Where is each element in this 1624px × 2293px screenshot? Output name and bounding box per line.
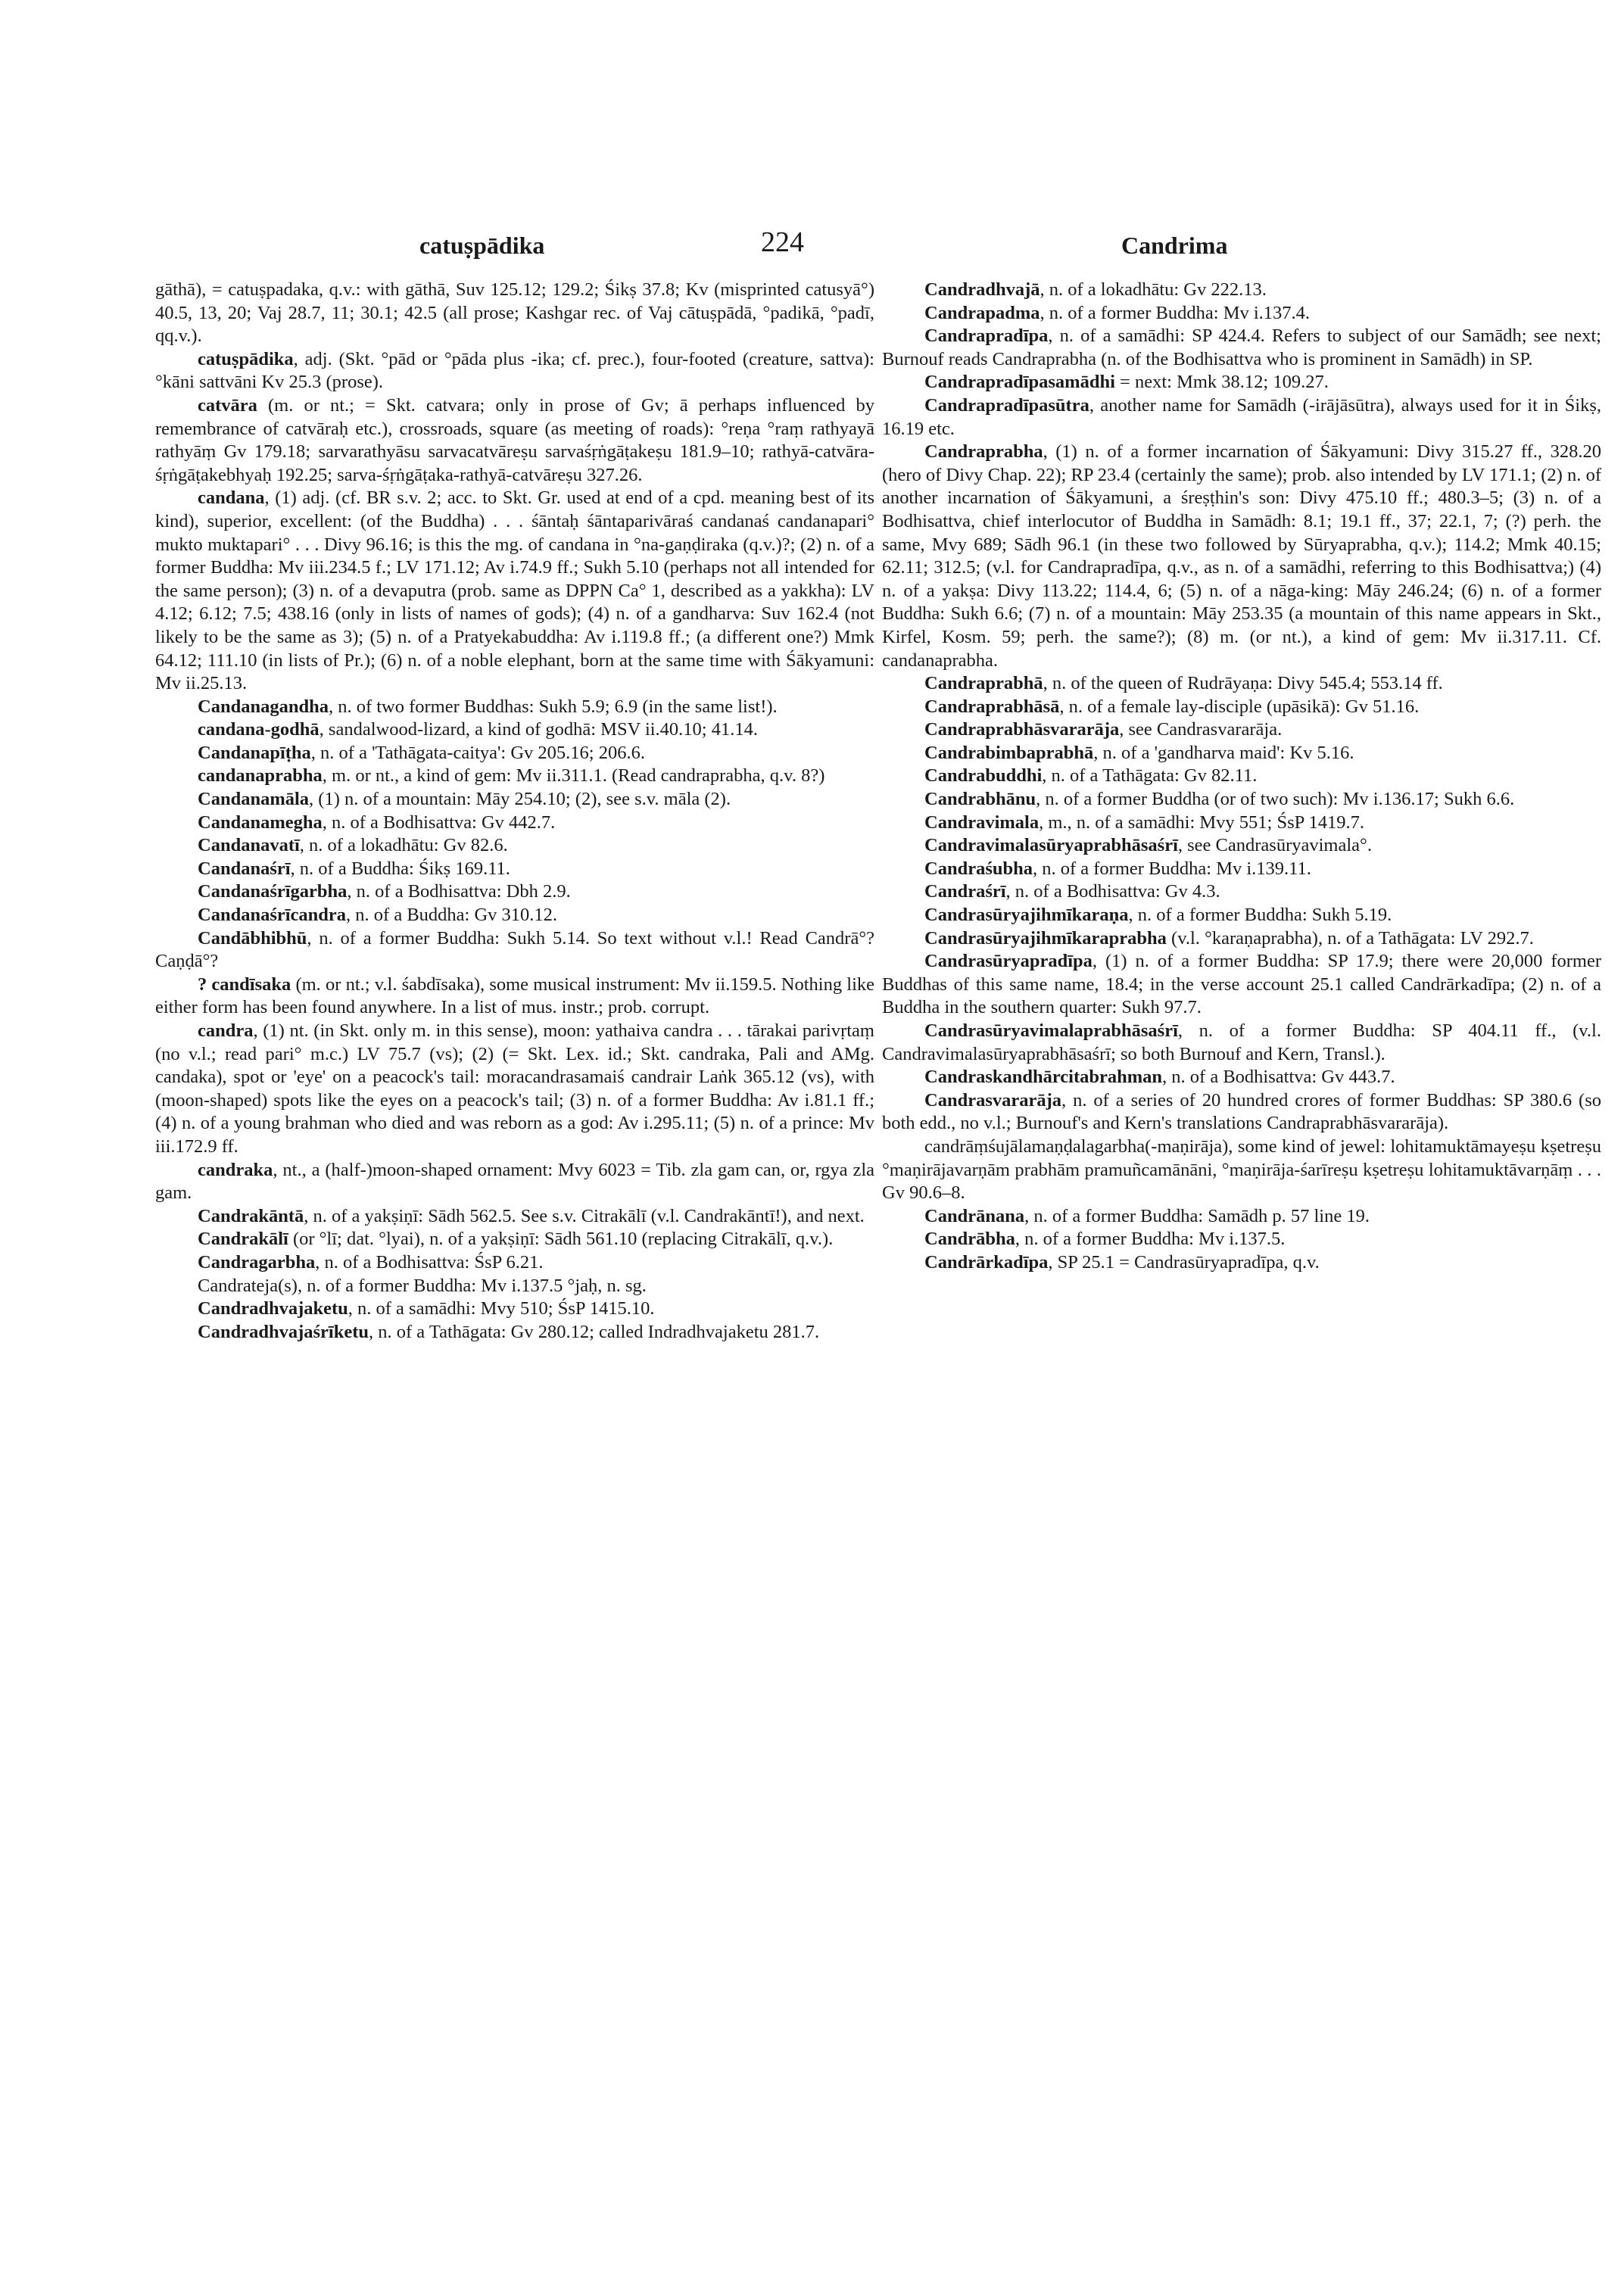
entry: Candraśrī, n. of a Bodhisattva: Gv 4.3.	[924, 881, 1220, 902]
entry: Candragarbha, n. of a Bodhisattva: ŚsP 6.21.	[198, 1251, 544, 1273]
entry: Candraprabha, (1) n. of a former incarnation of Śākyamuni: Divy 315.27 ff., 328.20 (hero of Divy Chap. 22); RP 23.4 (certainly the same); prob. also intended by LV 171.1; (2) n. of another incarnation of Śākyamuni, a śreṣṭhin's son: Divy 475.10 ff.; 480.3–5; (3) n. of a Bodhisattva, chief interlocutor of Buddha in Samādh: 8.1; 19.1 ff., 37; 22.1, 7; (?) perh. the same, Mvy 689; Sādh 96.1 (in these two followed by Sūryaprabha, q.v.); 114.2; Mmk 40.15; 62.11; 312.5; (v.l. for Candrapradīpa, q.v., as n. of a samādhi, referring to this Bodhisattva;) (4) n. of a yakṣa: Divy 113.22; 114.4, 6; (5) n. of a nāga-king: Māy 246.24; (6) n. of a former Buddha: Sukh 6.6; (7) n. of a mountain: Māy 253.35 (a mountain of this name appears in Skt., Kirfel, Kosm. 59; perh. the same?); (8) m. (or nt.), a kind of gem: Mv ii.317.11. Cf. candanaprabha.	[882, 441, 1601, 671]
entry: candanaprabha, m. or nt., a kind of gem: Mv ii.311.1. (Read candraprabha, q.v. 8?)	[198, 765, 825, 787]
entry: catvāra (m. or nt.; = Skt. catvara; only in prose of Gv; ā perhaps influenced by remembrance of catvāraḥ etc.), crossroads, square (as meeting of roads): °reṇa °raṃ rathyayā rathyāṃ Gv 179.18; sarvarathyāsu sarvacatvāreṣu sarvaśṛṅgāṭakeṣu 181.9–10; rathyā-catvāra-śṛṅgāṭakebhyaḥ 192.25; sarva-śṛṅgāṭaka-rathyā-catvāreṣu 327.26.	[155, 394, 874, 485]
entry: Candradhvajaśrīketu, n. of a Tathāgata: Gv 280.12; called Indradhvajaketu 281.7.	[198, 1321, 820, 1342]
entry: Candrapradīpa, n. of a samādhi: SP 424.4. Refers to subject of our Samādh; see next; Burnouf reads Candraprabha (n. of the Bodhisattva who is prominent in Samādh) in SP.	[882, 326, 1601, 369]
entry: Candrasūryavimalaprabhāsaśrī, n. of a former Buddha: SP 404.11 ff., (v.l. Candravimalasūryaprabhāsaśrī; so both Burnouf and Kern, Transl.).	[882, 1020, 1601, 1064]
entry: Candravimalasūryaprabhāsaśrī, see Candrasūryavimala°.	[924, 835, 1372, 856]
entry: candra, (1) nt. (in Skt. only m. in this sense), moon: yathaiva candra . . . tārakai parivṛtaṃ (no v.l.; read pari° m.c.) LV 75.7 (vs); (2) (= Skt. Lex. id.; Skt. candraka, Pali and AMg. candaka), spot or 'eye' on a peacock's tail: moracandrasamaiś candrair Laṅk 365.12 (vs), with (moon-shaped) spots like the eyes on a peacock's tail; (3) n. of a former Buddha: Av i.81.1 ff.; (4) n. of a young brahman who died and was reborn as a god: Av i.295.11; (5) n. of a prince: Mv iii.172.9 ff.	[155, 1020, 874, 1157]
entry: Candrasvararāja, n. of a series of 20 hundred crores of former Buddhas: SP 380.6 (so both edd., no v.l.; Burnouf's and Kern's translations Candraprabhāsvararāja).	[882, 1089, 1601, 1134]
entry: Candrānana, n. of a former Buddha: Samādh p. 57 line 19.	[924, 1205, 1370, 1226]
entry: candana-godhā, sandalwood-lizard, a kind of godhā: MSV ii.40.10; 41.14.	[198, 719, 758, 740]
entry: candraka, nt., a (half-)moon-shaped ornament: Mvy 6023 = Tib. zla gam can, or, rgya zla gam.	[155, 1159, 874, 1204]
entry: Candrapradīpasamādhi = next: Mmk 38.12; 109.27.	[924, 372, 1329, 393]
entry: Candanaśrī, n. of a Buddha: Śikṣ 169.11.	[198, 858, 510, 879]
page-number: 224	[761, 226, 804, 258]
entry: Candrakālī (or °lī; dat. °lyai), n. of a yakṣiṇī: Sādh 561.10 (replacing Citrakālī, q.v.).	[198, 1229, 834, 1250]
entry: Candrabuddhi, n. of a Tathāgata: Gv 82.11.	[924, 765, 1258, 787]
entry: Candrābha, n. of a former Buddha: Mv i.137.5.	[924, 1229, 1286, 1250]
right-column	[882, 279, 1601, 1275]
entry: Candravimala, m., n. of a samādhi: Mvy 551; ŚsP 1419.7.	[924, 812, 1364, 833]
entry: Candanaśrīgarbha, n. of a Bodhisattva: Dbh 2.9.	[198, 881, 571, 902]
entry: Candanapīṭha, n. of a 'Tathāgata-caitya': Gv 205.16; 206.6.	[198, 742, 645, 763]
entry: Candanavatī, n. of a lokadhātu: Gv 82.6.	[198, 835, 508, 856]
entry: Candrapradīpasūtra, another name for Samādh (-irājāsūtra), always used for it in Śikṣ, 16.19 etc.	[882, 394, 1601, 439]
entry: ? candīsaka (m. or nt.; v.l. śabdīsaka), some musical instrument: Mv ii.159.5. Nothing like either form has been found anywhere. In a list of mus. instr.; prob. corrupt.	[155, 974, 875, 1018]
entry: Candanagandha, n. of two former Buddhas: Sukh 5.9; 6.9 (in the same list!).	[198, 696, 778, 717]
entry: Candraprabhāsvararāja, see Candrasvararāja.	[924, 719, 1283, 740]
entry: Candrasūryajihmīkaraṇa, n. of a former Buddha: Sukh 5.19.	[924, 905, 1392, 926]
entry: Candrateja(s), n. of a former Buddha: Mv i.137.5 °jaḥ, n. sg.	[198, 1275, 647, 1296]
running-head-right: Candrima	[1121, 232, 1228, 259]
entry: Candrapadma, n. of a former Buddha: Mv i.137.4.	[924, 302, 1311, 323]
entry: candrāṃśujālamaṇḍalagarbha(-maṇirāja), some kind of jewel: lohitamuktāmayeṣu kṣetreṣu °maṇirājavarṇām prabhām pramuñcamānāni, °maṇirāja-śarīreṣu kṣetreṣu lohitamuktāvarṇāṃ . . . Gv 90.6–8.	[882, 1136, 1601, 1204]
left-column	[155, 279, 874, 1344]
entry: Candraśubha, n. of a former Buddha: Mv i.139.11.	[924, 858, 1311, 879]
entry: candana, (1) adj. (cf. BR s.v. 2; acc. to Skt. Gr. used at end of a cpd. meaning best of its kind), superior, excellent: (of the Buddha) . . . śāntaḥ śāntaparivāraś candanaś candanapari° mukto muktapari° . . . Divy 96.16; is this the mg. of candana in °na-gaṇḍiraka (q.v.)?; (2) n. of a former Buddha: Mv iii.234.5 f.; LV 171.12; Av i.74.9 ff.; Sukh 5.10 (perhaps not all intended for the same person); (3) n. of a devaputra (prob. same as DPPN Ca° 1, described as a yakkha): LV 4.12; 6.12; 7.5; 438.16 (only in lists of names of gods); (4) n. of a gandharva: Suv 162.4 (not likely to be the same as 3); (5) n. of a Pratyekabuddha: Av i.119.8 ff.; (a different one?) Mmk 64.12; 111.10 (in lists of Pr.); (6) n. of a noble elephant, born at the same time with Śākyamuni: Mv ii.25.13.	[155, 488, 874, 694]
entry: gāthā), = catuṣpadaka, q.v.: with gāthā, Suv 125.12; 129.2; Śikṣ 37.8; Kv (misprinted catusyā°) 40.5, 13, 20; Vaj 28.7, 11; 30.1; 42.5 (all prose; Kashgar rec. of Vaj cātuṣpādā, °padikā, °padī, qq.v.).	[155, 279, 874, 347]
entry: Candrakāntā, n. of a yakṣiṇī: Sādh 562.5. See s.v. Citrakālī (v.l. Candrakāntī!), and next.	[198, 1205, 865, 1226]
entry: Candrabimbaprabhā, n. of a 'gandharva maid': Kv 5.16.	[924, 742, 1354, 763]
entry: Candanaśrīcandra, n. of a Buddha: Gv 310.12.	[198, 905, 558, 926]
entry: Candanamegha, n. of a Bodhisattva: Gv 442.7.	[198, 812, 556, 833]
entry: Candābhibhū, n. of a former Buddha: Sukh 5.14. So text without v.l.! Read Candrā°? Caṇḍā°?	[155, 927, 874, 972]
running-head-left: catuṣpādika	[419, 232, 545, 259]
entry: Candrabhānu, n. of a former Buddha (or of two such): Mv i.136.17; Sukh 6.6.	[924, 789, 1515, 810]
entry: Candrasūryajihmīkaraprabha (v.l. °karaṇaprabha), n. of a Tathāgata: LV 292.7.	[924, 927, 1534, 949]
entry: Candraskandhārcitabrahman, n. of a Bodhisattva: Gv 443.7.	[924, 1067, 1395, 1088]
entry: Candradhvajaketu, n. of a samādhi: Mvy 510; ŚsP 1415.10.	[198, 1298, 655, 1319]
entry: catuṣpādika, adj. (Skt. °pād or °pāda plus -ika; cf. prec.), four-footed (creature, sattva): °kāni sattvāni Kv 25.3 (prose).	[155, 348, 874, 393]
entry: Candradhvajā, n. of a lokadhātu: Gv 222.13.	[924, 279, 1267, 300]
entry: Candraprabhāsā, n. of a female lay-disciple (upāsikā): Gv 51.16.	[924, 696, 1420, 717]
entry: Candraprabhā, n. of the queen of Rudrāyaṇa: Divy 545.4; 553.14 ff.	[924, 673, 1443, 694]
entry: Candrārkadīpa, SP 25.1 = Candrasūryapradīpa, q.v.	[924, 1251, 1320, 1273]
entry: Candanamāla, (1) n. of a mountain: Māy 254.10; (2), see s.v. māla (2).	[198, 789, 731, 810]
entry: Candrasūryapradīpa, (1) n. of a former Buddha: SP 17.9; there were 20,000 former Buddhas of this same name, 18.4; in the verse account 25.1 called Candrārkadīpa; (2) n. of a Buddha in the southern quarter: Sukh 97.7.	[882, 951, 1601, 1018]
